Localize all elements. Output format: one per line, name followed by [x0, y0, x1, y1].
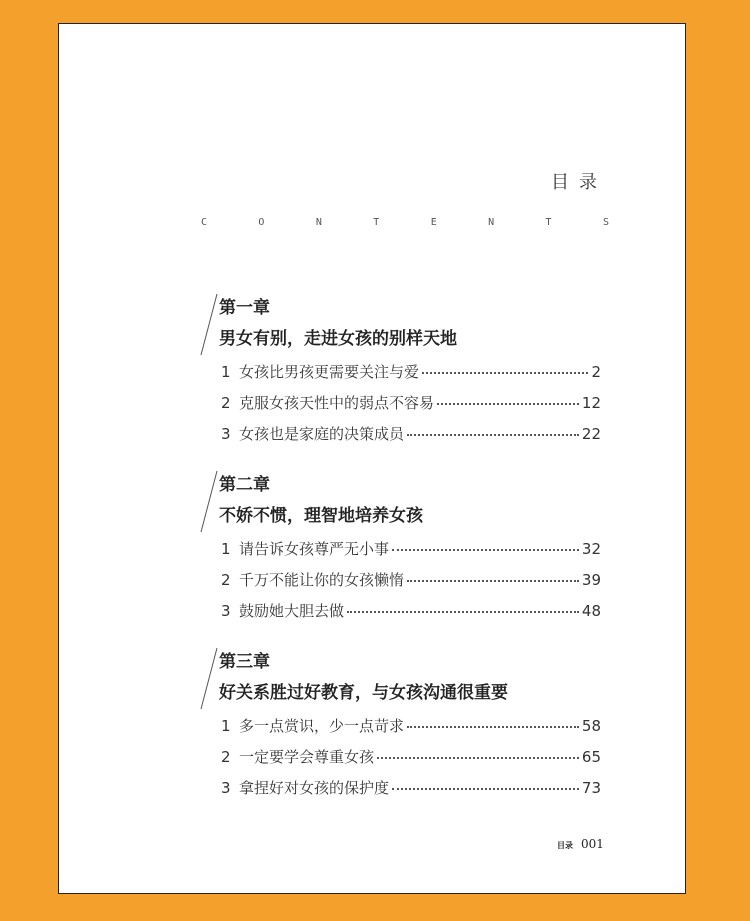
entry-title: 克服女孩天性中的弱点不容易	[239, 394, 435, 412]
entry-number: 1	[221, 363, 231, 381]
entry-title: 鼓励她大胆去做	[239, 602, 345, 620]
contents-letter: O	[258, 217, 265, 228]
toc-entry[interactable]	[221, 777, 601, 808]
contents-letter: E	[430, 217, 437, 228]
chapter-number: 第三章	[219, 652, 270, 672]
dot-leader	[347, 610, 579, 613]
entry-number: 1	[221, 540, 231, 558]
entry-number: 2	[221, 748, 231, 766]
toc-entry[interactable]	[221, 538, 601, 569]
toc-title: 目录	[551, 172, 607, 193]
toc-entry[interactable]	[221, 392, 601, 423]
entry-number: 2	[221, 394, 231, 412]
entry-number: 2	[221, 571, 231, 589]
footer-label: 目录	[557, 841, 573, 850]
entry-page: 48	[581, 602, 601, 620]
book-page	[58, 23, 686, 894]
dot-leader	[407, 579, 579, 582]
chapter-number: 第一章	[219, 298, 270, 318]
dot-leader	[407, 725, 579, 728]
contents-letter: S	[602, 217, 609, 228]
toc-entry[interactable]	[221, 715, 601, 746]
dot-leader	[422, 371, 588, 374]
entry-page: 2	[591, 363, 601, 381]
page-footer	[557, 837, 604, 851]
chapter-entries	[221, 715, 601, 808]
dot-leader	[392, 548, 579, 551]
slash-decoration-icon	[199, 293, 219, 357]
entry-page: 65	[581, 748, 601, 766]
chapter-entries	[221, 538, 601, 631]
entry-page: 32	[581, 540, 601, 558]
contents-letter: N	[488, 217, 495, 228]
entry-title: 多一点赏识，少一点苛求	[239, 717, 405, 735]
entry-page: 12	[581, 394, 601, 412]
page-number: 001	[581, 837, 604, 851]
entry-title: 请告诉女孩尊严无小事	[239, 540, 390, 558]
dot-leader	[437, 402, 579, 405]
chapter-number: 第二章	[219, 475, 270, 495]
contents-letter: C	[201, 217, 208, 228]
entry-title: 女孩也是家庭的决策成员	[239, 425, 405, 443]
entry-number: 1	[221, 717, 231, 735]
entry-title: 拿捏好对女孩的保护度	[239, 779, 390, 797]
entry-title: 女孩比男孩更需要关注与爱	[239, 363, 420, 381]
entry-number: 3	[221, 602, 231, 620]
entry-page: 58	[581, 717, 601, 735]
chapter-title: 不娇不惯，理智地培养女孩	[219, 506, 423, 526]
toc-entry[interactable]	[221, 569, 601, 600]
dot-leader	[407, 433, 579, 436]
chapter-title: 男女有别，走进女孩的别样天地	[219, 329, 457, 349]
contents-word	[201, 217, 609, 228]
toc-entry[interactable]	[221, 423, 601, 454]
chapter-title: 好关系胜过好教育，与女孩沟通很重要	[219, 683, 508, 703]
chapter-entries	[221, 361, 601, 454]
entry-title: 一定要学会尊重女孩	[239, 748, 375, 766]
dot-leader	[377, 756, 579, 759]
entry-page: 73	[581, 779, 601, 797]
contents-letter: T	[373, 217, 380, 228]
entry-number: 3	[221, 425, 231, 443]
slash-decoration-icon	[199, 647, 219, 711]
entry-page: 22	[581, 425, 601, 443]
contents-letter: T	[545, 217, 552, 228]
slash-decoration-icon	[199, 470, 219, 534]
entry-title: 千万不能让你的女孩懒惰	[239, 571, 405, 589]
entry-number: 3	[221, 779, 231, 797]
contents-letter: N	[315, 217, 322, 228]
toc-entry[interactable]	[221, 361, 601, 392]
entry-page: 39	[581, 571, 601, 589]
toc-entry[interactable]	[221, 600, 601, 631]
dot-leader	[392, 787, 579, 790]
toc-entry[interactable]	[221, 746, 601, 777]
